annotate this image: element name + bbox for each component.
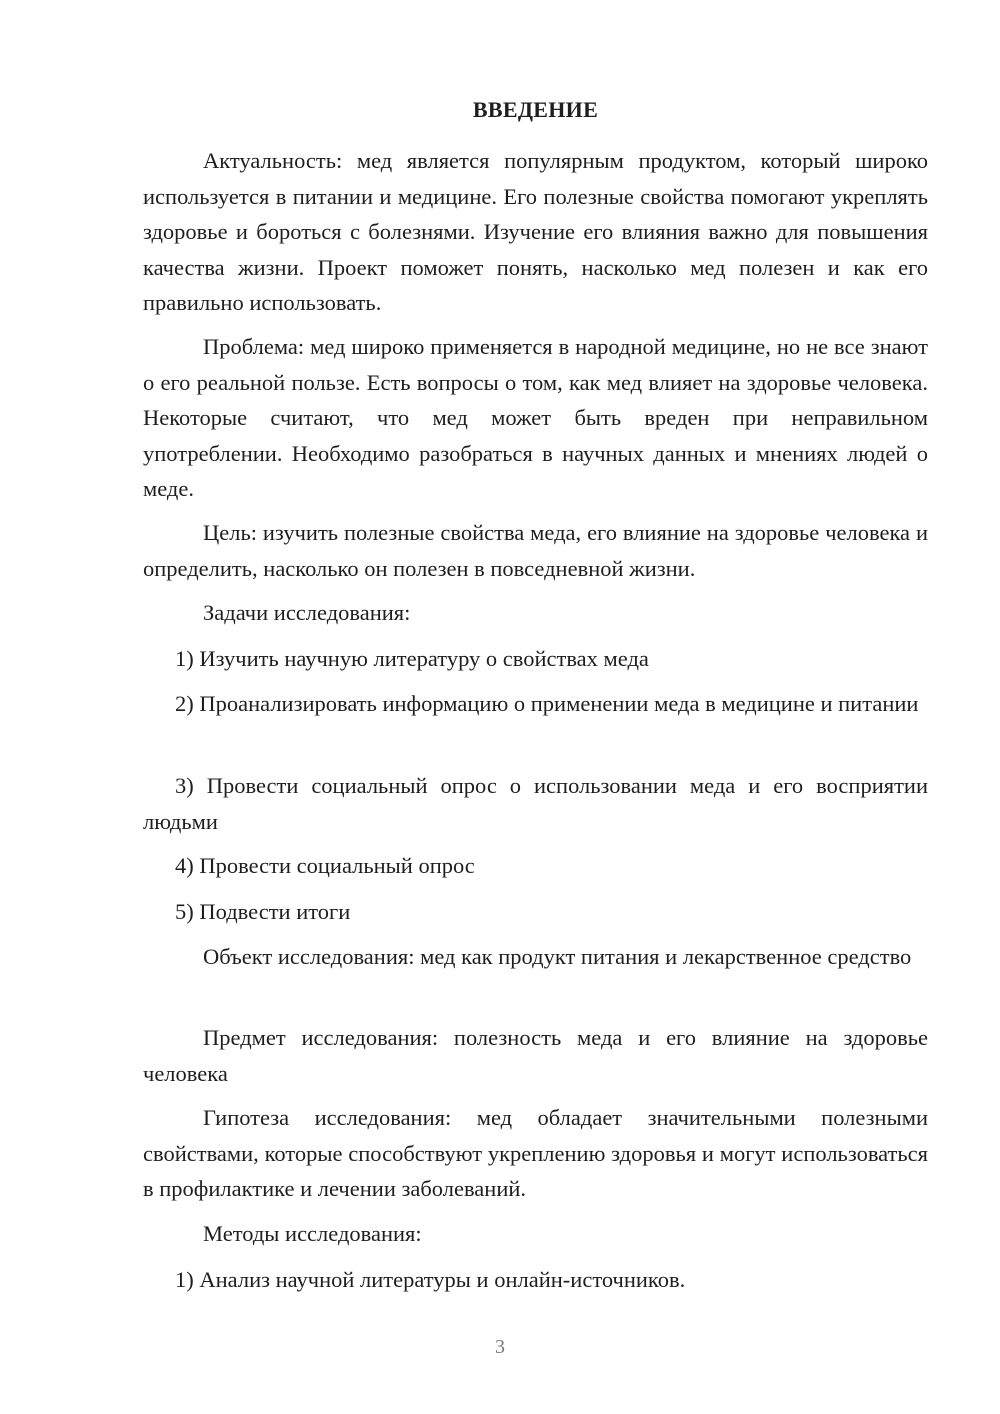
paragraph-relevance: Актуальность: мед является популярным продуктом, который широко используется в питании и медицине. Его полезные свойства помогают укреплять здоровье и бороться с болезнями. Изучение его влияния важно для повышения качества жизни. Проект поможет понять, насколько мед полезен и как его правильно использовать. <box>143 148 928 315</box>
task-item-1: 1) Изучить научную литературу о свойствах меда <box>175 646 649 671</box>
paragraph-goal: Цель: изучить полезные свойства меда, его влияние на здоровье человека и определить, насколько он полезен в повседневной жизни. <box>143 520 928 581</box>
task-item-4: 4) Провести социальный опрос <box>175 853 475 878</box>
page-title: ВВЕДЕНИЕ <box>472 97 599 122</box>
paragraph-object: Объект исследования: мед как продукт питания и лекарственное средство <box>203 944 912 969</box>
paragraph-problem: Проблема: мед широко применяется в народной медицине, но не все знают о его реальной пользе. Есть вопросы о том, как мед влияет на здоровье человека. Некоторые считают, что мед может быть вреден при неправильном употреблении. Необходимо разобраться в научных данных и мнениях людей о меде. <box>143 334 928 501</box>
task-item-2: 2) Проанализировать информацию о применении меда в медицине и питании <box>175 691 919 716</box>
paragraph-subject: Предмет исследования: полезность меда и его влияние на здоровье человека <box>143 1025 928 1086</box>
page-number: 3 <box>495 1336 505 1358</box>
paragraph-hypothesis: Гипотеза исследования: мед обладает значительными полезными свойствами, которые способствуют укреплению здоровья и могут использоваться в профилактике и лечении заболеваний. <box>143 1105 928 1201</box>
task-item-5: 5) Подвести итоги <box>175 899 351 924</box>
methods-heading: Методы исследования: <box>203 1221 422 1246</box>
task-item-3: 3) Провести социальный опрос о использовании меда и его восприятии людьми <box>143 773 928 834</box>
tasks-heading: Задачи исследования: <box>203 600 411 625</box>
method-item-1: 1) Анализ научной литературы и онлайн-источников. <box>175 1267 686 1292</box>
